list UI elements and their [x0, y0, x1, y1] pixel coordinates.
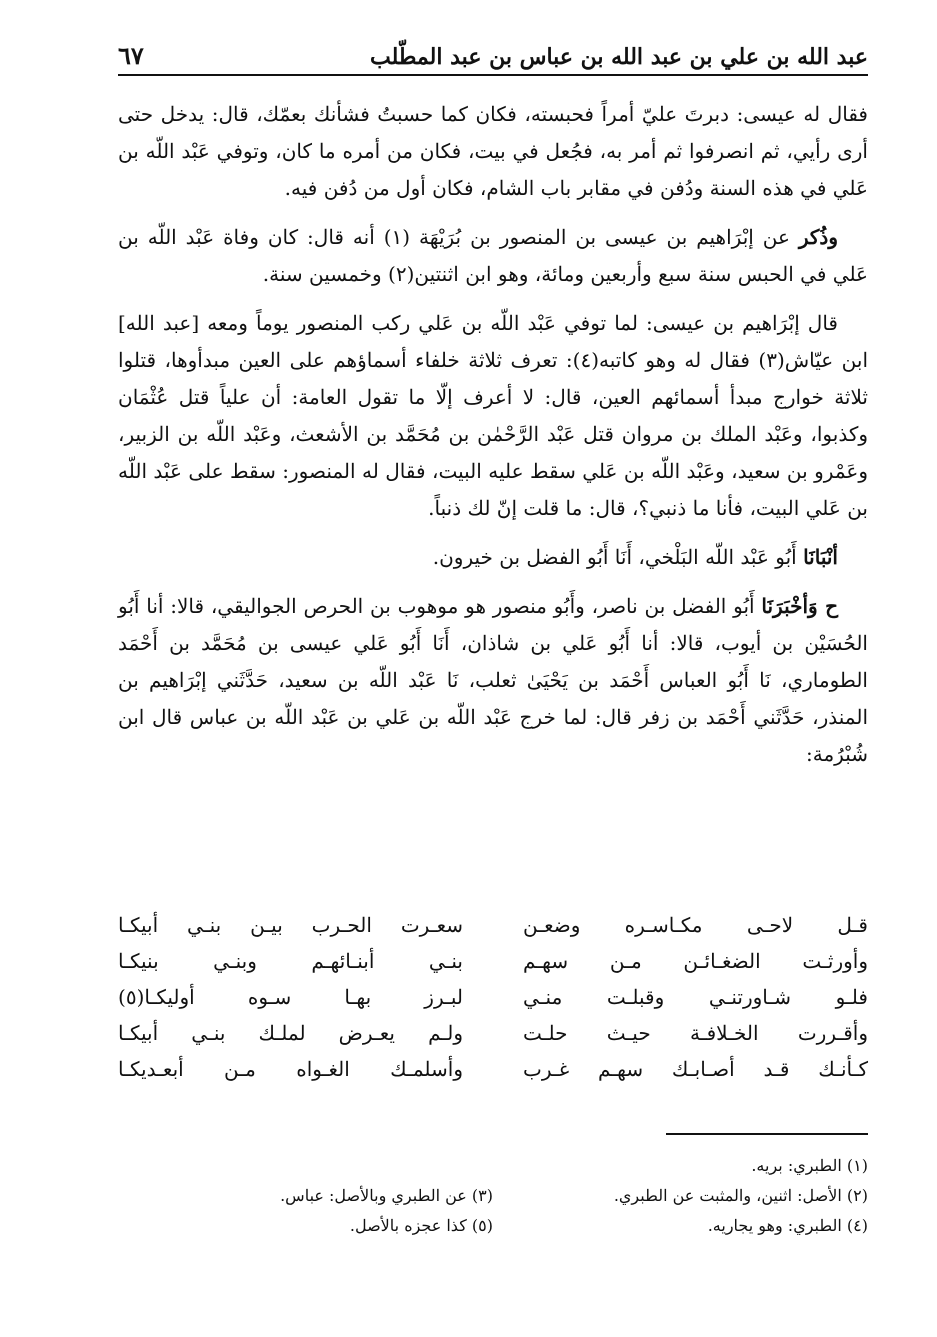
- footnote: (٥) كذا عجزه بالأصل.: [349, 1215, 493, 1235]
- running-title: عبد الله بن علي بن عبد الله بن عباس بن عبد المطّلب: [370, 44, 868, 70]
- poem-hemistich-left: لبـرز بهـا سـوه أوليكـا(٥): [118, 985, 463, 1009]
- poem-hemistich-right: فلـو شـاورتنـي وقبلـت منـي: [523, 985, 868, 1009]
- footnote-row: [118, 1180, 868, 1210]
- paragraph: ح وَأخْبَرَنَا أَبُو الفضل بن ناصر، وأَبُو منصور هو موهوب بن الحرص الجواليقي، قالا: أنا أَبُو الحُسَيْن بن أيوب، قالا: أنا أَبُو عَلي بن شاذان، أَنَا أَبُو عَلي عيسى بن مُحَمَّد بن أَحْمَد الطوماري، نَا أَبُو العباس أَحْمَد بن يَحْيَىٰ ثعلب، نَا عَبْد اللّه بن سعيد، حَدَّثَني إبْرَاهيم بن المنذر، حَدَّثَني أَحْمَد بن زفر قال: لما خرج عَبْد اللّه بن عَلي بن عَبْد اللّه بن عباس قال ابن شُبْرُمة:: [118, 594, 868, 766]
- poem-hemistich-right: وأقـررت الخـلافـة حيـث حلـت: [523, 1021, 868, 1045]
- footnotes: [118, 1150, 868, 1240]
- paragraph: فقال له عيسى: دبرتَ عليّ أمراً فحبسته، فكان كما حسبتُ فشأنك بعمّك، قال: يدخل حتى أرى رأيي، ثم انصرفوا ثم أمر به، فجُعل في بيت، فكان من أمره ما كان، وتوفي عَبْد اللّه بن عَلي في هذه السنة ودُفن في مقابر باب الشام، فكان أول من دُفن فيه.: [118, 102, 868, 200]
- poem-line: [118, 979, 868, 1015]
- poem-hemistich-right: كـأنـك قـد أصـابـك سهـم غـرب: [523, 1057, 868, 1081]
- body-text: [118, 96, 868, 785]
- paragraph: قال إبْرَاهيم بن عيسى: لما توفي عَبْد اللّه بن عَلي ركب المنصور يوماً ومعه [عبد الله] ابن عيّاش(٣) فقال له وهو كاتبه(٤): تعرف ثلاثة خلفاء أسماؤهم على العين مبدأوها، قتلوا ثلاثة خوارج مبدأ أسمائهم العين، قال: لا أعرف إلّا ما تقول العامة: أن علياً قتل عُثْمَان وكذبوا، وعَبْد الملك بن مروان قتل عَبْد الرَّحْمٰن بن مُحَمَّد بن الأشعث، وعَبْد اللّه بن الزبير، وعَمْرو بن سعيد، وعَبْد اللّه بن عَلي سقط عليه البيت، فقال له المنصور: سقط على عَبْد اللّه بن عَلي البيت، فأنا ما ذنبي؟، قال: ما قلت إنّ لك ذنباً.: [118, 311, 869, 520]
- poem-line: [118, 907, 868, 943]
- paragraph-lead: ح وَأخْبَرَنَا: [761, 594, 839, 618]
- poem-hemistich-left: وأسلمـك الغـواه مـن أبعـديكـا: [118, 1057, 463, 1081]
- paragraph-lead: أنْبَانَا: [803, 545, 838, 569]
- paragraph: أنْبَانَا أَبُو عَبْد اللّه البَلْخي، أَنَا أَبُو الفضل بن خيرون.: [432, 545, 838, 569]
- poem-line: [118, 1051, 868, 1087]
- footnote-row: [118, 1210, 868, 1240]
- paragraph-lead: وذُكر: [798, 225, 838, 249]
- footnote: (١) الطبري: بريه.: [751, 1155, 868, 1175]
- poem: [118, 907, 868, 1087]
- poem-line: [118, 1015, 868, 1051]
- page-number: ٦٧: [118, 41, 144, 70]
- poem-line: [118, 943, 868, 979]
- paragraph: وذُكر عن إبْرَاهيم بن عيسى بن المنصور بن بُرَيْهَة (١) أنه قال: كان وفاة عَبْد اللّه بن عَلي في الحبس سنة سبع وأربعين ومائة، وهو ابن اثنتين(٢) وخمسين سنة.: [118, 225, 868, 286]
- poem-hemistich-left: سعـرت الحـرب بيـن بنـي أبيكـا: [118, 913, 463, 937]
- poem-hemistich-left: ولـم يعـرض لملـك بنـي أبيكـا: [118, 1021, 463, 1045]
- poem-hemistich-left: بنـي أبنـائهـم وبنـي بنيكـا: [118, 949, 463, 973]
- footnote: (٢) الأصل: اثنين، والمثبت عن الطبري.: [613, 1185, 868, 1205]
- footnote-row: [118, 1150, 868, 1180]
- poem-hemistich-right: قـل لاحـى مكـاسـره وضعـن: [523, 913, 868, 937]
- footnote-divider: [666, 1133, 868, 1135]
- poem-hemistich-right: وأورثـت الضغـائـن مـن سهـم: [523, 949, 868, 973]
- footnote: (٣) عن الطبري وبالأصل: عباس.: [280, 1185, 493, 1205]
- page-header: [118, 30, 868, 76]
- footnote: (٤) الطبري: وهو يجاريه.: [707, 1215, 868, 1235]
